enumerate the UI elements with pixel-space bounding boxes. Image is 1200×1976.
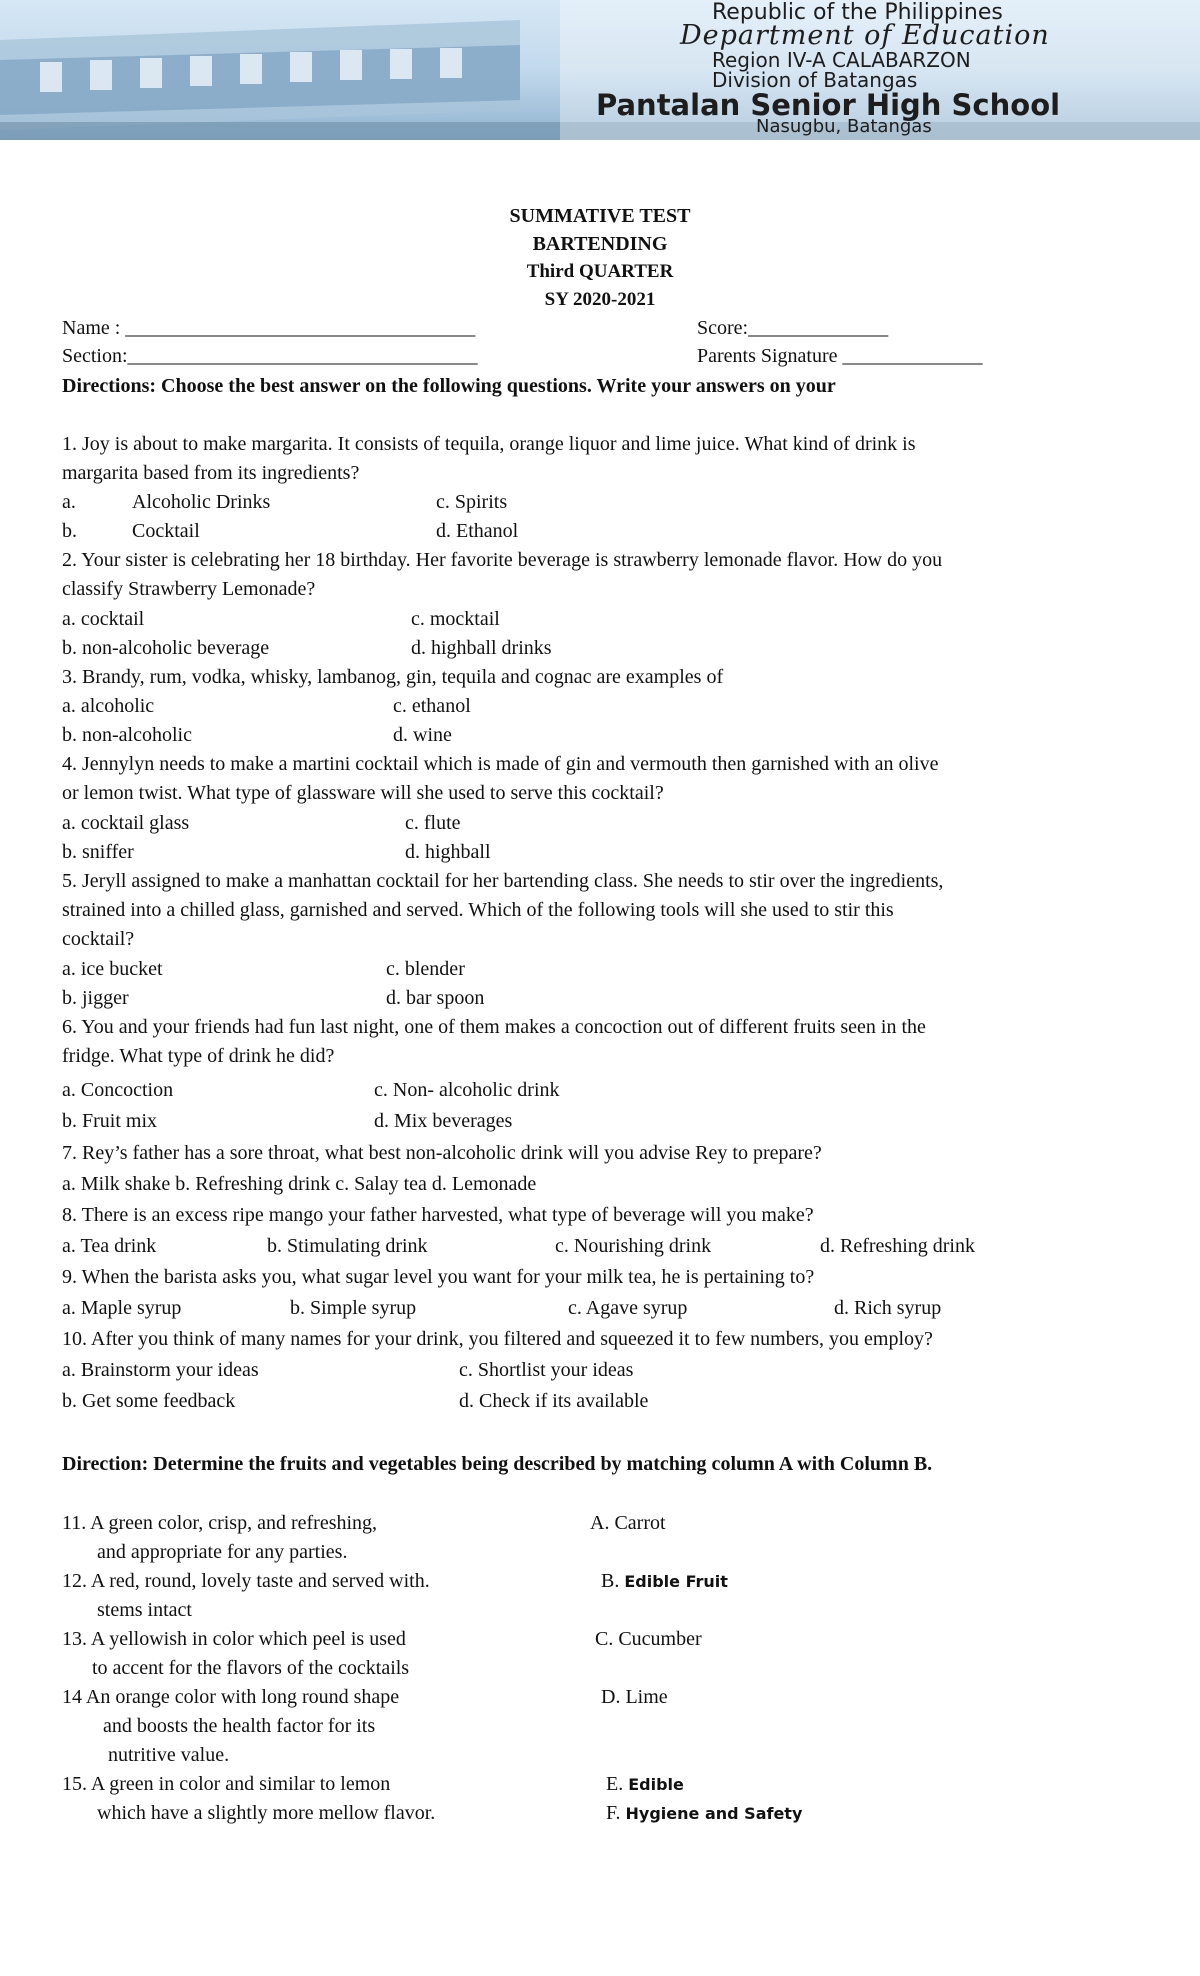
q3-choice-d: d. wine xyxy=(393,724,452,746)
q4-choice-d: d. highball xyxy=(405,841,491,863)
q9-choice-b: b. Simple syrup xyxy=(290,1297,417,1319)
option-f-text: Hygiene and Safety xyxy=(625,1804,803,1823)
option-d-text: Lime xyxy=(625,1686,668,1708)
question-2-line-2: classify Strawberry Lemonade? xyxy=(62,578,316,600)
header-location: Nasugbu, Batangas xyxy=(756,116,932,137)
question-6-line-2: fridge. What type of drink he did? xyxy=(62,1045,335,1067)
q1-choice-a-letter: a. xyxy=(62,491,76,513)
q5-choice-b: b. jigger xyxy=(62,987,129,1009)
match-12-line-1: 12. A red, round, lovely taste and served with. xyxy=(62,1570,430,1592)
match-11-line-1: 11. A green color, crisp, and refreshing, xyxy=(62,1512,378,1534)
header-banner xyxy=(0,0,1200,140)
question-2-line-1: 2. Your sister is celebrating her 18 birthday. Her favorite beverage is strawberry lemonade flavor. How do you xyxy=(62,549,943,571)
question-9-line-1: 9. When the barista asks you, what sugar level you want for your milk tea, he is pertaining to? xyxy=(62,1266,815,1288)
q6-choice-b: b. Fruit mix xyxy=(62,1110,158,1132)
q6-choice-a: a. Concoction xyxy=(62,1079,174,1101)
q9-choice-c: c. Agave syrup xyxy=(568,1297,688,1319)
option-c-text: Cucumber xyxy=(618,1628,702,1650)
q8-choice-b: b. Stimulating drink xyxy=(267,1235,428,1257)
q8-choice-c: c. Nourishing drink xyxy=(555,1235,712,1257)
q9-choice-d: d. Rich syrup xyxy=(834,1297,942,1319)
question-5-line-2: strained into a chilled glass, garnished and served. Which of the following tools will she used to stir this xyxy=(62,899,894,921)
option-b-text: Edible Fruit xyxy=(624,1572,728,1591)
question-1-line-2: margarita based from its ingredients? xyxy=(62,462,360,484)
q2-choice-d: d. highball drinks xyxy=(411,637,552,659)
directions-matching: Direction: Determine the fruits and vegetables being described by matching column A with Column B. xyxy=(62,1453,933,1475)
q3-choice-c: c. ethanol xyxy=(393,695,471,717)
test-title: SUMMATIVE TEST xyxy=(509,205,691,227)
question-5-line-3: cocktail? xyxy=(62,928,135,950)
q1-choice-b-letter: b. xyxy=(62,520,77,542)
q5-choice-a: a. ice bucket xyxy=(62,958,163,980)
q6-choice-d: d. Mix beverages xyxy=(374,1110,513,1132)
question-10-line-1: 10. After you think of many names for your drink, you filtered and squeezed it to few numbers, you employ? xyxy=(62,1328,933,1350)
q2-choice-b: b. non-alcoholic beverage xyxy=(62,637,270,659)
match-13-line-1: 13. A yellowish in color which peel is used xyxy=(62,1628,406,1650)
match-12-line-2: stems intact xyxy=(97,1599,192,1621)
match-14-line-1: 14 An orange color with long round shape xyxy=(62,1686,400,1708)
match-15-line-1: 15. A green in color and similar to lemon xyxy=(62,1773,391,1795)
q2-choice-c: c. mocktail xyxy=(411,608,500,630)
question-4-line-1: 4. Jennylyn needs to make a martini cocktail which is made of gin and vermouth then garnished with an olive xyxy=(62,753,939,775)
question-7-line-1: 7. Rey’s father has a sore throat, what best non-alcoholic drink will you advise Rey to prepare? xyxy=(62,1142,822,1164)
match-option-e xyxy=(606,1772,684,1797)
q4-choice-c: c. flute xyxy=(405,812,461,834)
q1-choice-b: Cocktail xyxy=(132,520,200,542)
question-5-line-1: 5. Jeryll assigned to make a manhattan cocktail for her bartending class. She needs to stir over the ingredients, xyxy=(62,870,944,892)
match-option-d xyxy=(601,1685,668,1709)
directions-multiple-choice: Directions: Choose the best answer on the following questions. Write your answers on your xyxy=(62,375,836,397)
q8-choice-d: d. Refreshing drink xyxy=(820,1235,975,1257)
q1-choice-a: Alcoholic Drinks xyxy=(132,491,271,513)
match-14-line-3: nutritive value. xyxy=(108,1744,230,1766)
option-a-letter: A. xyxy=(590,1512,610,1534)
question-1-line-1: 1. Joy is about to make margarita. It consists of tequila, orange liquor and lime juice. What kind of drink is xyxy=(62,433,916,455)
question-8-line-1: 8. There is an excess ripe mango your father harvested, what type of beverage will you make? xyxy=(62,1204,814,1226)
option-f-letter: F. xyxy=(606,1802,621,1824)
test-subject: BARTENDING xyxy=(532,233,668,255)
q2-choice-a: a. cocktail xyxy=(62,608,145,630)
match-option-a xyxy=(590,1511,666,1535)
match-option-b xyxy=(601,1569,728,1594)
question-4-line-2: or lemon twist. What type of glassware will she used to serve this cocktail? xyxy=(62,782,664,804)
name-field: Name : ___________________________________ xyxy=(62,317,476,339)
q10-choice-b: b. Get some feedback xyxy=(62,1390,236,1412)
question-6-line-1: 6. You and your friends had fun last night, one of them makes a concoction out of different fruits seen in the xyxy=(62,1016,926,1038)
option-e-letter: E. xyxy=(606,1773,624,1795)
option-c-letter: C. xyxy=(595,1628,614,1650)
parent-signature-field: Parents Signature ______________ xyxy=(697,345,983,367)
q9-choice-a: a. Maple syrup xyxy=(62,1297,182,1319)
q5-choice-d: d. bar spoon xyxy=(386,987,485,1009)
match-option-f xyxy=(606,1801,802,1826)
q1-choice-d: d. Ethanol xyxy=(436,520,519,542)
q10-choice-c: c. Shortlist your ideas xyxy=(459,1359,634,1381)
test-school-year: SY 2020-2021 xyxy=(544,289,656,310)
q8-choice-a: a. Tea drink xyxy=(62,1235,157,1257)
header-republic: Republic of the Philippines xyxy=(712,0,1003,25)
q10-choice-a: a. Brainstorm your ideas xyxy=(62,1359,259,1381)
section-field: Section:___________________________________ xyxy=(62,345,478,367)
header-division: Division of Batangas xyxy=(712,68,918,92)
header-deped: Department of Education xyxy=(680,20,1050,51)
option-e-text: Edible xyxy=(628,1775,684,1794)
q10-choice-d: d. Check if its available xyxy=(459,1390,649,1412)
option-d-letter: D. xyxy=(601,1686,621,1708)
match-11-line-2: and appropriate for any parties. xyxy=(97,1541,348,1563)
match-13-line-2: to accent for the flavors of the cocktails xyxy=(92,1657,410,1679)
q6-choice-c: c. Non- alcoholic drink xyxy=(374,1079,560,1101)
q7-choices: a. Milk shake b. Refreshing drink c. Salay tea d. Lemonade xyxy=(62,1173,537,1195)
header-region: Region IV-A CALABARZON xyxy=(712,48,971,72)
q5-choice-c: c. blender xyxy=(386,958,465,980)
q3-choice-b: b. non-alcoholic xyxy=(62,724,192,746)
q4-choice-b: b. sniffer xyxy=(62,841,134,863)
test-quarter: Third QUARTER xyxy=(526,261,674,282)
header-school: Pantalan Senior High School xyxy=(596,88,1061,122)
score-field: Score:______________ xyxy=(697,317,889,339)
option-a-text: Carrot xyxy=(614,1512,666,1534)
q3-choice-a: a. alcoholic xyxy=(62,695,155,717)
question-3-line-1: 3. Brandy, rum, vodka, whisky, lambanog, gin, tequila and cognac are examples of xyxy=(62,666,724,688)
q4-choice-a: a. cocktail glass xyxy=(62,812,190,834)
match-14-line-2: and boosts the health factor for its xyxy=(103,1715,376,1737)
option-b-letter: B. xyxy=(601,1570,620,1592)
q1-choice-c: c. Spirits xyxy=(436,491,508,513)
match-15-line-2: which have a slightly more mellow flavor. xyxy=(97,1802,436,1824)
match-option-c xyxy=(595,1627,702,1651)
